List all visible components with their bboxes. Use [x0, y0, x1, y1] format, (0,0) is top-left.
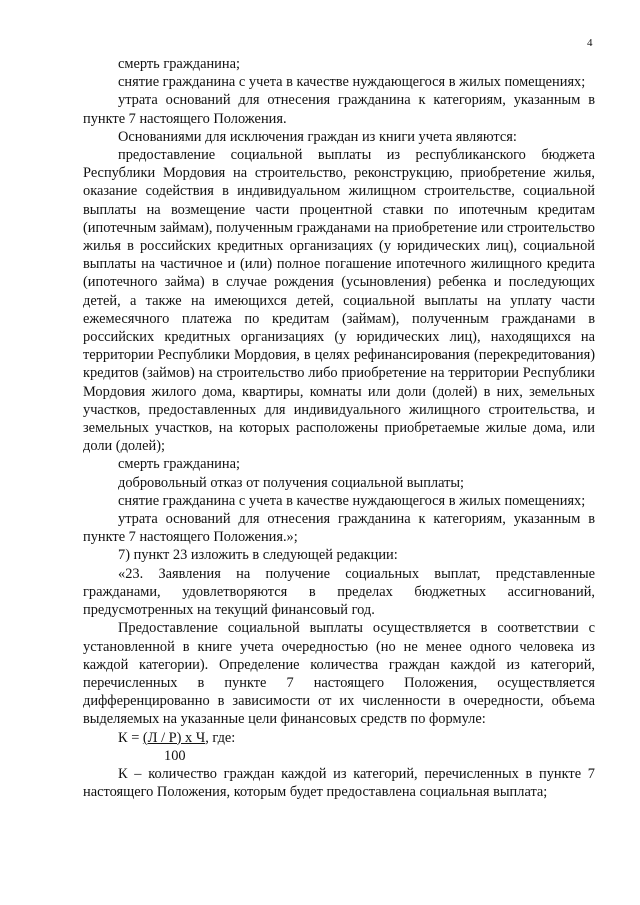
paragraph: предоставление социальной выплаты из республиканского бюджета Республики Мордовия на строительство, реконструкцию, приобретение жилья, оказание содействия в индивидуальном жилищном строительстве, социальной выплаты на возмещение части процентной ставки по ипотечным кредитам (ипотечным займам), полученным гражданами на приобретение или строительство жилья в российских кредитных организациях (у юридических лиц), социальной выплаты на частичное и (или) полное погашение ипотечного жилищного кредита (ипотечного займа) в случае рождения (усыновления) ребенка и последующих детей, а также на имеющихся детей, социальной выплаты на уплату части ежемесячного платежа по кредитам (займам), полученным гражданами в российских кредитных организациях (у юридических лиц), находящихся на территории Республики Мордовия, в целях рефинансирования (перекредитования) кредитов (займов) на строительство либо приобретение на территории Республики Мордовия жилого дома, квартиры, комнаты или доли (долей) в них, земельных участков, предоставленных для индивидуального жилищного строительства, и земельных участков, на которых расположены приобретаемые жилые дома, или доли (долей); — [83, 147, 595, 455]
formula-suffix: , где: — [205, 729, 236, 746]
paragraph: снятие гражданина с учета в качестве нуждающегося в жилых помещениях; — [118, 74, 586, 91]
formula-numerator: (Л / Р) х Ч — [142, 729, 206, 746]
paragraph: добровольный отказ от получения социальной выплаты; — [118, 474, 465, 491]
paragraph: 7) пункт 23 изложить в следующей редакции: — [118, 547, 398, 564]
paragraph: Предоставление социальной выплаты осуществляется в соответствии с установленной в книге учета очередностью (но не менее одного человека из каждой категории). Определение количества граждан каждой из категорий, перечисленных в пункте 7 настоящего Положения, осуществляется дифференцированно в зависимости от их численности в очередности, объема выделяемых на указанные цели финансовых средств по формуле: — [83, 620, 595, 728]
formula-prefix: К = — [118, 729, 143, 746]
paragraph: утрата оснований для отнесения гражданина к категориям, указанным в пункте 7 настоящего Положения.»; — [83, 511, 595, 546]
definition-paragraph: К – количество граждан каждой из категорий, перечисленных в пункте 7 настоящего Положения, которым будет предоставлена социальная выплата; — [83, 765, 595, 801]
paragraph: «23. Заявления на получение социальных выплат, представленные гражданами, удовлетворяются в пределах бюджетных ассигнований, предусмотренных на текущий финансовый год. — [83, 565, 595, 619]
formula-denominator: 100 — [164, 747, 186, 764]
formula-line — [83, 729, 595, 747]
document-body — [83, 55, 595, 801]
paragraph: смерть гражданина; — [118, 56, 240, 72]
paragraph: утрата оснований для отнесения гражданина к категориям, указанным в пункте 7 настоящего Положения. — [83, 92, 595, 127]
paragraph: смерть гражданина; — [118, 456, 240, 473]
page-number: 4 — [587, 37, 593, 49]
paragraph: снятие гражданина с учета в качестве нуждающегося в жилых помещениях; — [118, 492, 586, 509]
paragraph: Основаниями для исключения граждан из книги учета являются: — [118, 128, 517, 145]
